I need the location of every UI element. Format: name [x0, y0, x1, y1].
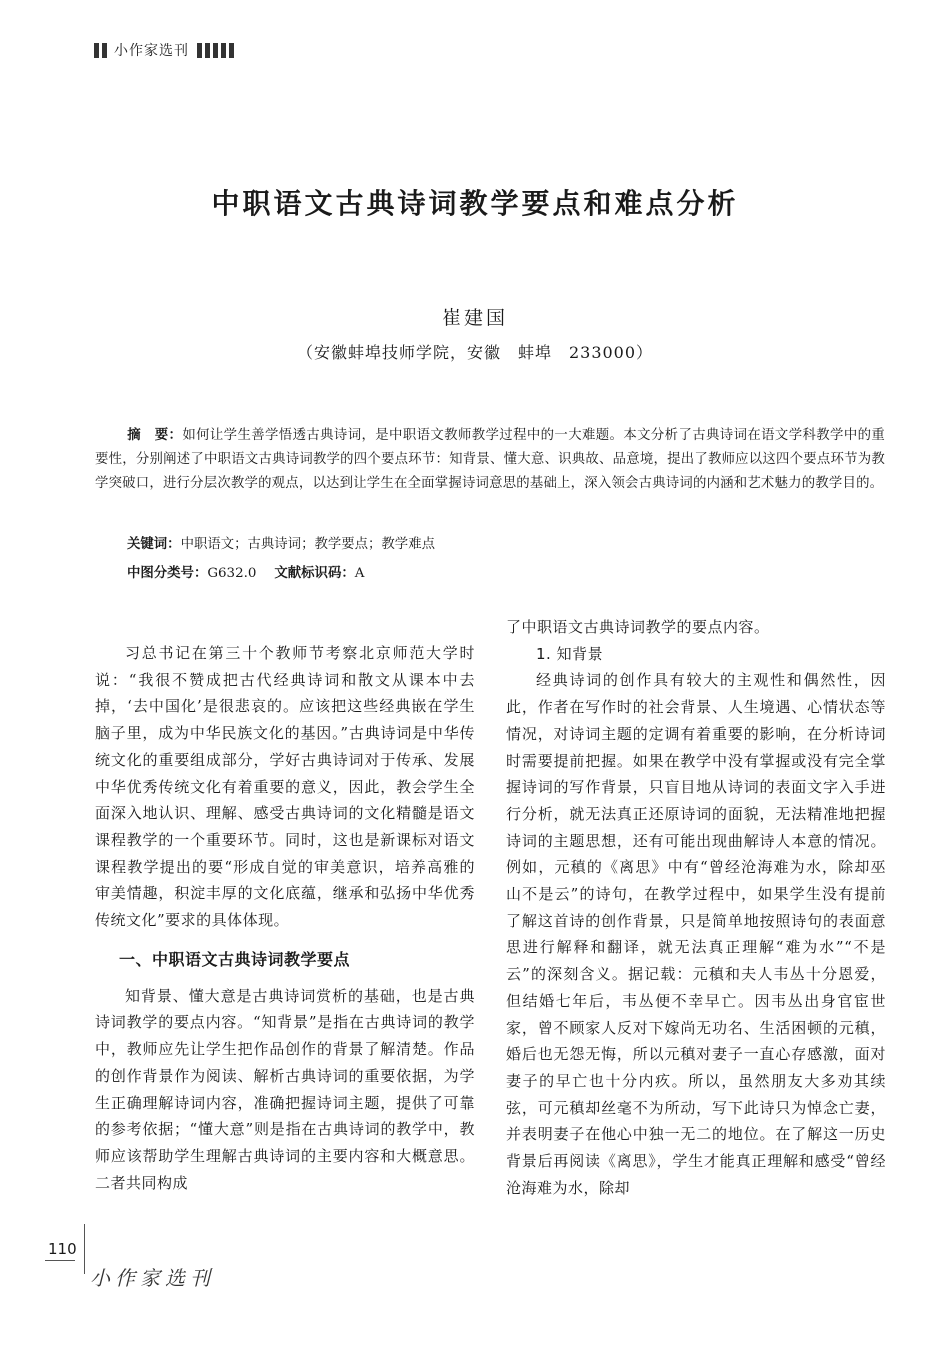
clc-label: 中图分类号：	[127, 566, 208, 581]
paragraph-section1: 知背景、懂大意是古典诗词赏析的基础，也是古典诗词教学的要点内容。“知背景”是指在古典诗词的教学中，教师应先让学生把作品创作的背景了解清楚。作品的创作背景作为阅读、解析古典诗词的重要依据，为学生正确理解诗词内容，准确把握诗词主题，提供了可靠的参考依据；“懂大意”则是指在古典诗词的教学中，教师应该帮助学生理解古典诗词的主要内容和大概意思。二者共同构成	[95, 986, 475, 1192]
paragraph-background: 经典诗词的创作具有较大的主观性和偶然性，因此，作者在写作时的社会背景、人生境遇、心情状态等情况，对诗词主题的定调有着重要的影响，在分析诗词时需要提前把握。如果在教学中没有掌握或没有完全掌握诗词的写作背景，只盲目地从诗词的表面文字入手进行分析，就无法真正还原诗词的面貌，无法精准地把握诗词的主题思想，还有可能出现曲解诗人本意的情况。例如，元稹的《离思》中有“曾经沧海难为水，除却巫山不是云”的诗句，在教学过程中，如果学生没有提前了解这首诗的创作背景，只是简单地按照诗句的表面意思进行解释和翻译，就无法真正理解“难为水”“不是云”的深刻含义。据记载：元稹和夫人韦丛十分恩爱，但结婚七年后，韦丛便不幸早亡。因韦丛出身官宦世家，曾不顾家人反对下嫁尚无功名、生活困顿的元稹，婚后也无怨无悔，所以元稹对妻子一直心存感激，面对妻子的早亡也十分内疚。所以，虽然朋友大多劝其续弦，可元稹却丝毫不为所动，写下此诗只为悼念亡妻，并表明妻子在他心中独一无二的地位。在了解这一历史背景后再阅读《离思》，学生才能真正理解和感受“曾经沧海难为水，除却	[506, 671, 886, 1197]
header-bars-left	[94, 43, 107, 58]
section-heading-1: 一、中职语文古典诗词教学要点	[119, 949, 351, 969]
keywords	[127, 533, 435, 552]
paragraph-intro: 习总书记在第三十个教师节考察北京师范大学时说：“我很不赞成把古代经典诗词和散文从课本中去掉，‘去中国化’是很悲哀的。应该把这些经典嵌在学生脑子里，成为中华民族文化的基因。”古典诗词是中华传统文化的重要组成部分，学好古典诗词对于传承、发展中华优秀传统文化有着重要的意义，因此，教会学生全面深入地认识、理解、感受古典诗词的文化精髓是语文课程教学的一个重要环节。同时，这也是新课标对语文课程教学提出的要“形成自觉的审美意识，培养高雅的审美情趣，积淀丰厚的文化底蕴，继承和弘扬中华优秀传统文化”要求的具体体现。	[95, 644, 475, 930]
footer-vertical-rule	[84, 1224, 85, 1274]
journal-header	[94, 40, 234, 60]
journal-name: 小作家选刊	[114, 43, 189, 59]
keywords-text: 中职语文；古典诗词；教学要点；教学难点	[180, 537, 435, 552]
footer-rule	[45, 1260, 75, 1261]
footer-journal-logo: 小作家选刊	[90, 1266, 215, 1290]
header-bars-right	[197, 43, 234, 58]
page-number: 110	[48, 1240, 77, 1258]
body-column-left	[95, 640, 475, 1196]
body-column-right	[506, 614, 886, 1201]
abstract	[95, 424, 885, 496]
keywords-label: 关键词：	[127, 537, 181, 552]
classification	[127, 562, 364, 581]
author-affiliation: （安徽蚌埠技师学院，安徽 蚌埠 233000）	[296, 343, 654, 362]
abstract-label: 摘 要：	[127, 428, 183, 443]
paragraph-continued: 了中职语文古典诗词教学的要点内容。	[506, 618, 770, 636]
article-title: 中职语文古典诗词教学要点和难点分析	[211, 187, 739, 220]
clc-value: G632.0	[207, 566, 257, 581]
subsection-heading-1: 1. 知背景	[536, 644, 604, 663]
doc-code-value: A	[354, 566, 365, 581]
author-name: 崔建国	[441, 307, 508, 329]
doc-code-label: 文献标识码：	[274, 566, 355, 581]
abstract-text: 如何让学生善学悟透古典诗词，是中职语文教师教学过程中的一大难题。本文分析了古典诗词在语文学科教学中的重要性，分别阐述了中职语文古典诗词教学的四个要点环节：知背景、懂大意、识典故、品意境，提出了教师应以这四个要点环节为教学突破口，进行分层次教学的观点，以达到让学生在全面掌握诗词意思的基础上，深入领会古典诗词的内涵和艺术魅力的教学目的。	[95, 428, 885, 491]
